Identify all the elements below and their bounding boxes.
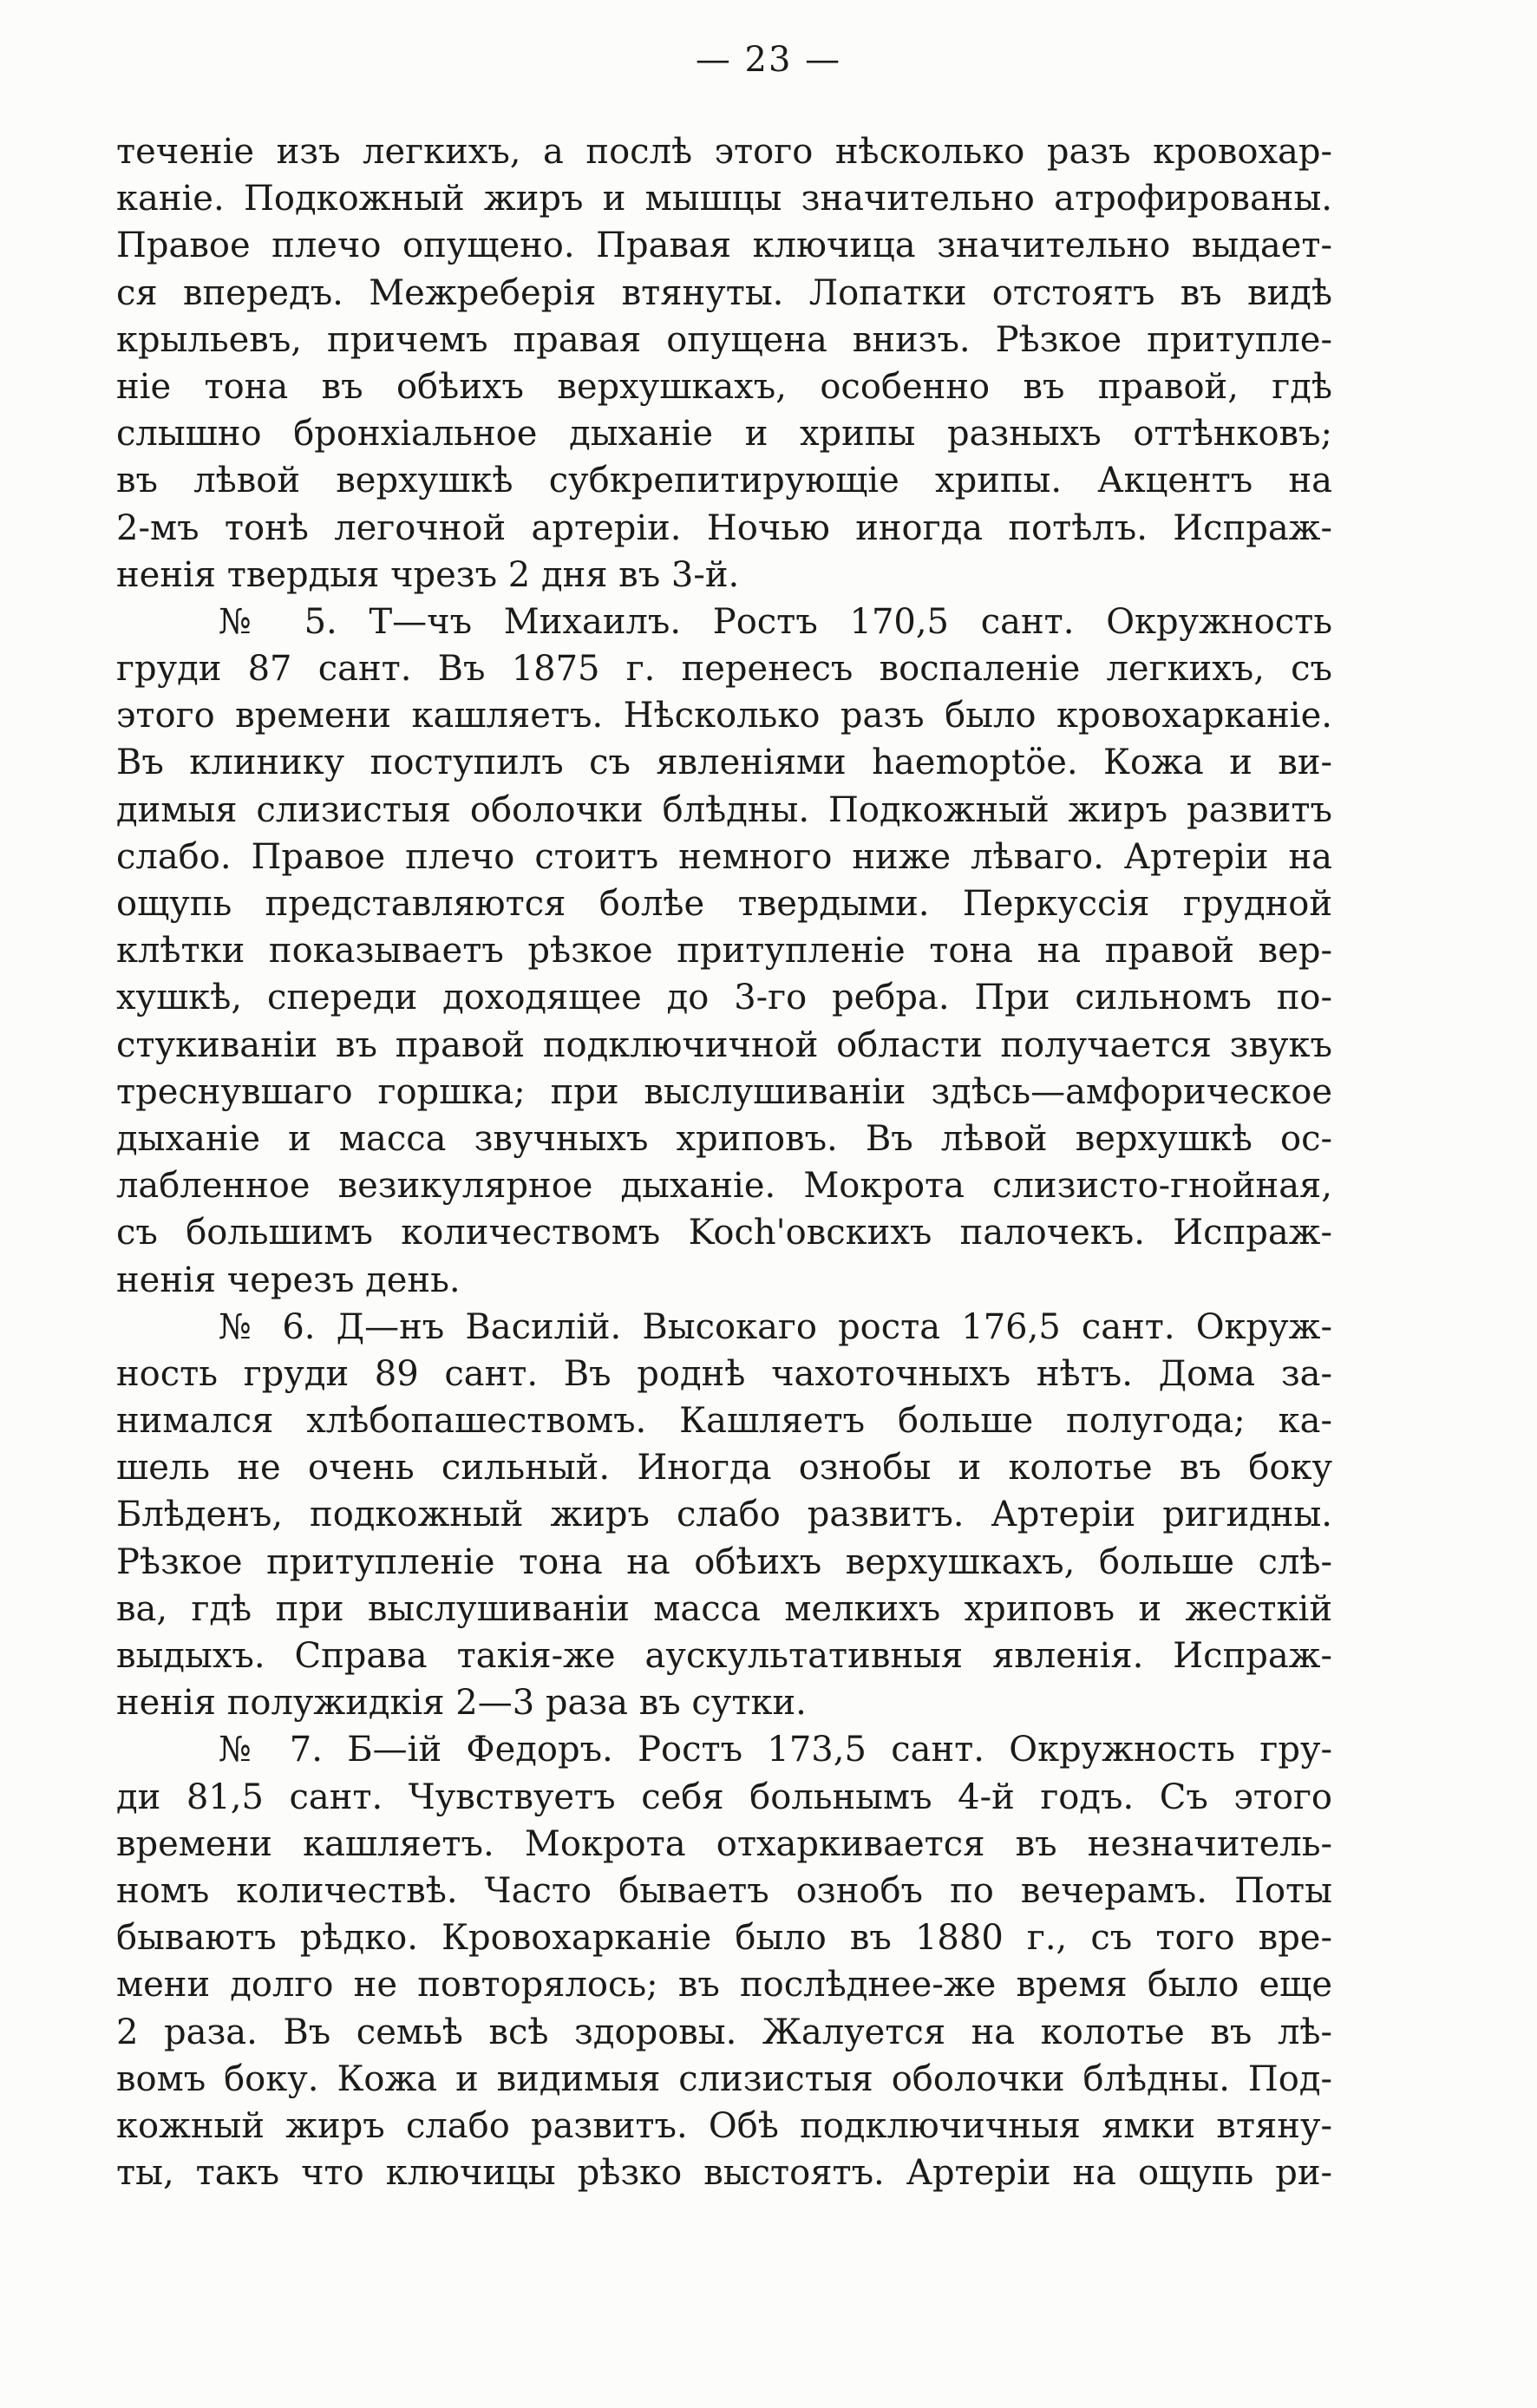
text-line: ненія твердыя чрезъ 2 дня въ 3-й. [116, 554, 740, 595]
text-line: бываютъ рѣдко. Кровохарканіе было въ 1880 г., съ того вре- [116, 1918, 1332, 1959]
text-line: слышно бронхіальное дыханіе и хрипы разныхъ оттѣнковъ; [116, 414, 1332, 455]
text-line: крыльевъ, причемъ правая опущена внизъ. Рѣзкое притупле- [116, 319, 1332, 360]
text-line: слабо. Правое плечо стоитъ немного ниже лѣваго. Артеріи на [116, 836, 1332, 877]
text-line: этого времени кашляетъ. Нѣсколько разъ было кровохарканіе. [116, 696, 1332, 736]
text-line: ненія черезъ день. [116, 1260, 461, 1300]
text-line: въ лѣвой верхушкѣ субкрепитирующіе хрипы. Акцентъ на [116, 461, 1332, 501]
text-line: ніе тона въ обѣихъ верхушкахъ, особенно въ правой, гдѣ [116, 366, 1332, 407]
text-line: клѣтки показываетъ рѣзкое притупленіе тона на правой вер- [116, 931, 1332, 972]
text-line: груди 87 сант. Въ 1875 г. перенесъ воспаленіе легкихъ, съ [116, 649, 1332, 690]
text-line: шель не очень сильный. Иногда ознобы и колотье въ боку [116, 1448, 1332, 1489]
text-line: теченіе изъ легкихъ, а послѣ этого нѣсколько разъ кровохар- [116, 132, 1332, 172]
text-line: Рѣзкое притупленіе тона на обѣихъ верхушкахъ, больше слѣ- [116, 1541, 1332, 1582]
text-line: хушкѣ, спереди доходящее до 3-го ребра. При сильномъ по- [116, 978, 1332, 1018]
text-line: Блѣденъ, подкожный жиръ слабо развитъ. Артеріи ригидны. [116, 1495, 1332, 1535]
text-line: нимался хлѣбопашествомъ. Кашляетъ больше полугода; ка- [116, 1401, 1332, 1442]
text-line: треснувшаго горшка; при выслушиваніи здѣсь—амфорическое [116, 1071, 1332, 1112]
text-line: ва, гдѣ при выслушиваніи масса мелкихъ хриповъ и жесткій [116, 1588, 1332, 1629]
text-line: времени кашляетъ. Мокрота отхаркивается въ незначитель- [116, 1823, 1332, 1864]
text-line: лабленное везикулярное дыханіе. Мокрота слизисто-гнойная, [116, 1166, 1332, 1207]
text-line: каніе. Подкожный жиръ и мышцы значительно атрофированы. [116, 179, 1332, 219]
text-line: дыханіе и масса звучныхъ хриповъ. Въ лѣвой верхушкѣ ос- [116, 1118, 1332, 1159]
text-line: ты, такъ что ключицы рѣзко выстоятъ. Артеріи на ощупь ри- [116, 2153, 1332, 2194]
text-line: ощупь представляются болѣе твердыми. Перкуссія грудной [116, 884, 1332, 924]
text-line: 2 раза. Въ семьѣ всѣ здоровы. Жалуется на колотье въ лѣ- [116, 2012, 1332, 2052]
text-line: ся впередъ. Межреберія втянуты. Лопатки отстоятъ въ видѣ [116, 272, 1332, 313]
text-line: Въ клинику поступилъ съ явленіями haemoptöe. Кожа и ви- [116, 743, 1332, 783]
text-line: ненія полужидкія 2—3 раза въ сутки. [116, 1683, 807, 1724]
text-line: мени долго не повторялось; въ послѣднее-же время было еще [116, 1965, 1332, 2006]
text-line: № 6. Д—нъ Василій. Высокаго роста 176,5 сант. Окруж- [219, 1306, 1332, 1347]
text-line: ность груди 89 сант. Въ роднѣ чахоточныхъ нѣтъ. Дома за- [116, 1353, 1332, 1394]
text-line: № 7. Б—ій Федоръ. Ростъ 173,5 сант. Окружность гру- [219, 1730, 1332, 1770]
text-line: № 5. Т—чъ Михаилъ. Ростъ 170,5 сант. Окружность [219, 601, 1332, 642]
text-line: кожный жиръ слабо развитъ. Обѣ подключичныя ямки втяну- [116, 2105, 1332, 2146]
text-line: съ большимъ количествомъ Koch'овскихъ палочекъ. Испраж- [116, 1213, 1332, 1253]
text-line: димыя слизистыя оболочки блѣдны. Подкожный жиръ развитъ [116, 789, 1332, 830]
text-line: ди 81,5 сант. Чувствуетъ себя больнымъ 4-й годъ. Съ этого [116, 1777, 1332, 1817]
text-line: Правое плечо опущено. Правая ключица значительно выдает- [116, 226, 1332, 266]
text-line: 2-мъ тонѣ легочной артеріи. Ночью иногда потѣлъ. Испраж- [116, 507, 1332, 548]
text-line: стукиваніи въ правой подключичной области получается звукъ [116, 1024, 1332, 1065]
text-line: номъ количествѣ. Часто бываетъ ознобъ по вечерамъ. Поты [116, 1870, 1332, 1911]
text-line: выдыхъ. Справа такія-же аускультативныя явленія. Испраж- [116, 1636, 1332, 1676]
page-number: — 23 — [695, 40, 842, 80]
text-body [116, 128, 1332, 2196]
text-line: вомъ боку. Кожа и видимыя слизистыя оболочки блѣдны. Под- [116, 2058, 1332, 2099]
